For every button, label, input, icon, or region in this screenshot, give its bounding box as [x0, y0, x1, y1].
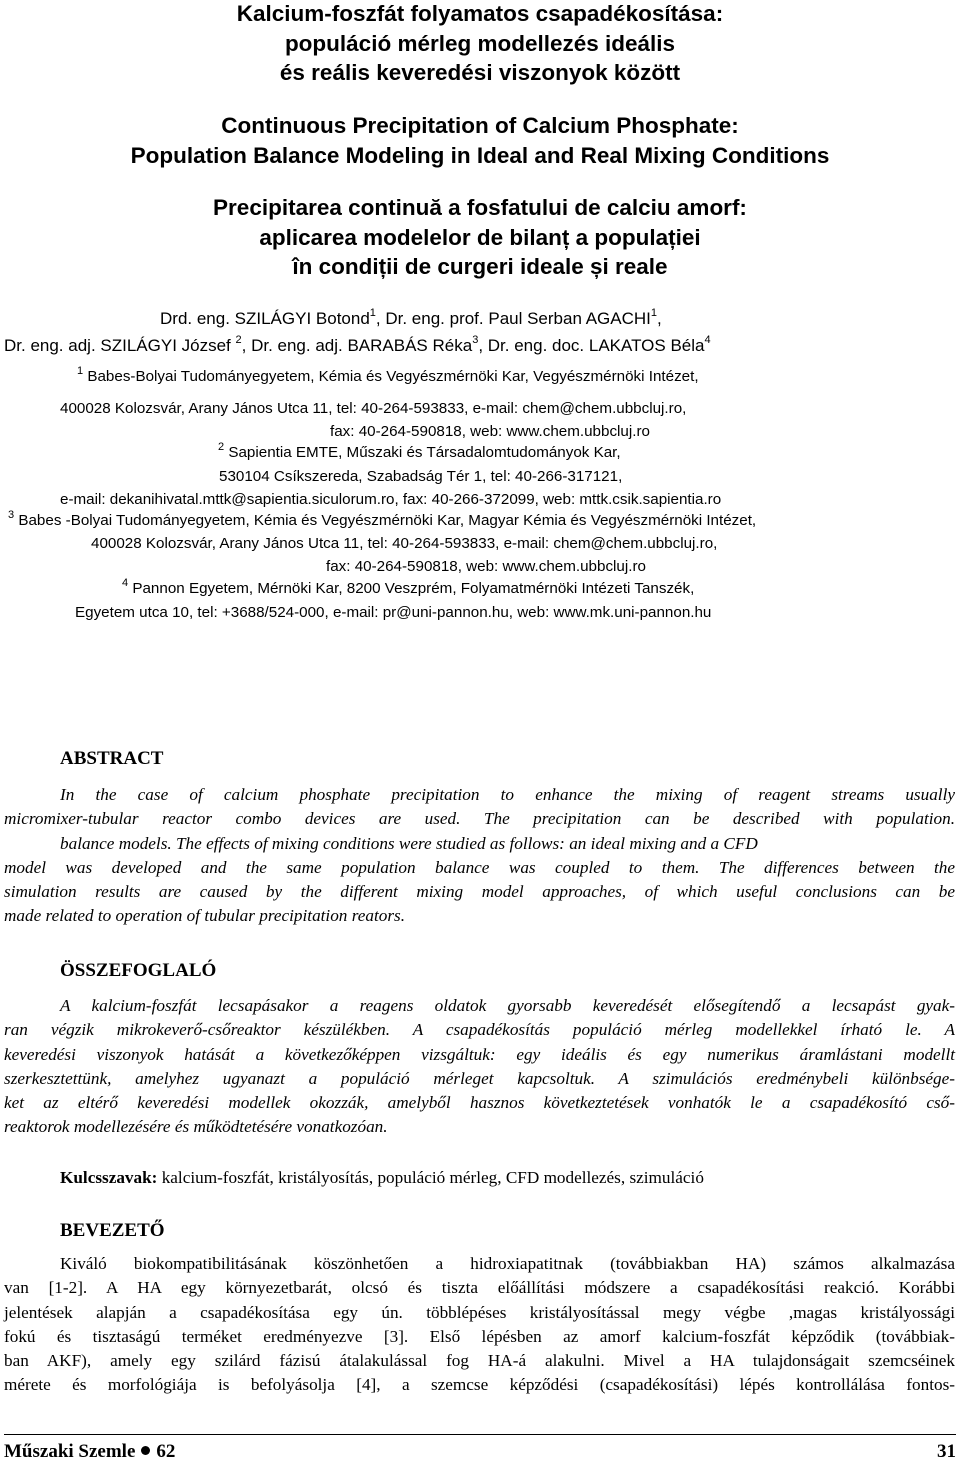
title-line: Population Balance Modeling in Ideal and Real Mixing Conditions	[130, 142, 830, 168]
abstract-body	[4, 783, 955, 929]
bullet-icon	[141, 1446, 150, 1455]
issue-number: 62	[156, 1441, 176, 1462]
osszefoglalo-line: reaktorok modellezésére és működtetésére vonatkozóan.	[4, 1117, 388, 1137]
affiliation-2-line-1: $^2$ Sapientia EMTE, Műszaki és Társadalomtudományok Kar,	[218, 440, 621, 461]
osszefoglalo-line: A kalcium-foszfát lecsapásakor a reagens oldatok gyorsabb keveredését elősegítendő a lecsapást gyak-	[60, 996, 955, 1015]
title-line: populáció mérleg modellezés ideális	[284, 30, 676, 56]
author-line-1: Drd. eng. SZILÁGYI Botond$^1$, Dr. eng. prof. Paul Serban AGACHI$^1$,	[160, 307, 662, 328]
keywords	[60, 1166, 704, 1190]
title-line: és reális keveredési viszonyok között	[279, 60, 681, 85]
affiliation-2-line-2: 530104 Csíkszereda, Szabadság Tér 1, tel: 40-266-317121,	[219, 468, 623, 485]
title-line: Kalcium-foszfát folyamatos csapadékosítása:	[236, 1, 724, 26]
bevezeto-heading: BEVEZETŐ	[60, 1220, 165, 1241]
affiliation-3-line-2: 400028 Kolozsvár, Arany János Utca 11, tel: 40-264-593833, e-mail: chem@chem.ubbcluj.ro,	[91, 535, 718, 552]
bevezeto-line: van [1-2]. A HA egy környezetbarát, olcsó és tiszta előállítási módszere a csapadékosítási reakció. Korábbi	[4, 1278, 955, 1298]
osszefoglalo-body	[4, 994, 955, 1140]
affiliation-4-line-1: $^4$ Pannon Egyetem, Mérnöki Kar, 8200 Veszprém, Folyamatmérnöki Intézeti Tanszék,	[122, 576, 695, 597]
osszefoglalo-line: keveredési viszonyok hatását a következőképpen vizsgáltuk: egy ideális és egy numerikus áramlástani modellt	[4, 1044, 955, 1064]
bevezeto-line: fokú és tisztaságú terméket eredményezve [3]. Első lépésben az amorf kalcium-foszfát képződik (továbbiak-	[4, 1326, 955, 1346]
title-line: în condiții de curgeri ideale și reale	[292, 254, 668, 279]
abstract-line: micromixer-tubular reactor combo devices are used. The precipitation can be described with population.	[4, 809, 955, 829]
abstract-line: simulation results are caused by the different mixing model approaches, of which useful conclusions can be	[4, 882, 955, 902]
keywords-label: Kulcsszavak:	[60, 1168, 158, 1187]
author-line-2: Dr. eng. adj. SZILÁGYI József $^2$, Dr. eng. adj. BARABÁS Réka$^3$, Dr. eng. doc. LAKATOS Béla$^4$	[4, 334, 711, 355]
title-line: Precipitarea continuă a fosfatului de calciu amorf:	[213, 195, 747, 220]
affiliation-1-line-1: $^1$ Babes-Bolyai Tudományegyetem, Kémia és Vegyészmérnöki Kar, Vegyészmérnöki Intézet,	[77, 364, 699, 385]
footer-divider	[4, 1434, 956, 1435]
abstract-line: made related to operation of tubular precipitation reators.	[4, 906, 406, 926]
affiliation-3-line-3: fax: 40-264-590818, web: www.chem.ubbcluj.ro	[326, 558, 646, 575]
footer-journal	[4, 1440, 175, 1464]
title-line: Continuous Precipitation of Calcium Phosphate:	[221, 113, 739, 138]
bevezeto-body	[4, 1252, 955, 1398]
title-english	[0, 111, 960, 170]
osszefoglalo-line: szerkesztettünk, amelyhez ugyanazt a populáció mérleget kapcsoltuk. A szimulációs eredménybeli különbsége-	[4, 1068, 955, 1088]
page-number: 31	[937, 1441, 956, 1462]
abstract-line: In the case of calcium phosphate precipitation to enhance the mixing of reagent streams usually	[60, 785, 955, 804]
affiliation-4-line-2: Egyetem utca 10, tel: +3688/524-000, e-mail: pr@uni-pannon.hu, web: www.mk.uni-pannon.hu	[75, 604, 712, 621]
affiliation-1-line-3: fax: 40-264-590818, web: www.chem.ubbcluj.ro	[330, 423, 650, 440]
title-hungarian	[0, 0, 960, 88]
abstract-line: model was developed and the same population balance was coupled to them. The differences between the	[4, 857, 955, 877]
bevezeto-line: jelentések alapján a csapadékosítása egy ún. többlépéses kristályosítással megy végbe ,magas kristályossági	[4, 1302, 955, 1322]
bevezeto-line: mérete és morfológiája is befolyásolja [4], a szemcse képződési (csapadékosítási) lépés kontrollálása fontos-	[4, 1375, 955, 1395]
affiliation-3-line-1: $^3$ Babes -Bolyai Tudományegyetem, Kémia és Vegyészmérnöki Kar, Magyar Kémia és Vegyészmérnöki Intézet,	[8, 508, 757, 529]
keywords-text: kalcium-foszfát, kristályosítás, populáció mérleg, CFD modellezés, szimuláció	[157, 1168, 704, 1187]
osszefoglalo-line: ran végzik mikrokeverő-csőreaktor készülékben. A csapadékosítás populáció mérleg modellekkel írható le. A	[4, 1020, 955, 1040]
osszefoglalo-line: ket az eltérő keveredési modellek okozzák, amelyből hasznos következtetések vonhatók le a csapadékosító cső-	[4, 1093, 955, 1113]
affiliation-2-line-3: e-mail: dekanihivatal.mttk@sapientia.siculorum.ro, fax: 40-266-372099, web: mttk.csik.sapientia.ro	[60, 491, 722, 508]
title-romanian	[0, 193, 960, 282]
abstract-line: balance models. The effects of mixing conditions were studied as follows: an ideal mixing and a CFD	[60, 833, 758, 853]
bevezeto-line: ban AKF), amely egy szilárd fázisú átalakulással fog HA-á alakulni. Mivel a HA tulajdonságait szemcséinek	[4, 1351, 955, 1371]
title-line: aplicarea modelelor de bilanț a populației	[259, 224, 701, 250]
abstract-heading: ABSTRACT	[60, 748, 164, 769]
affiliation-1-line-2: 400028 Kolozsvár, Arany János Utca 11, tel: 40-264-593833, e-mail: chem@chem.ubbcluj.ro,	[60, 400, 687, 417]
osszefoglalo-heading: ÖSSZEFOGLALÓ	[60, 960, 217, 981]
journal-name: Műszaki Szemle	[4, 1441, 136, 1462]
bevezeto-line: Kiváló biokompatibilitásának köszönhetően a hidroxiapatitnak (továbbiakban HA) számos alkalmazása	[60, 1254, 955, 1273]
